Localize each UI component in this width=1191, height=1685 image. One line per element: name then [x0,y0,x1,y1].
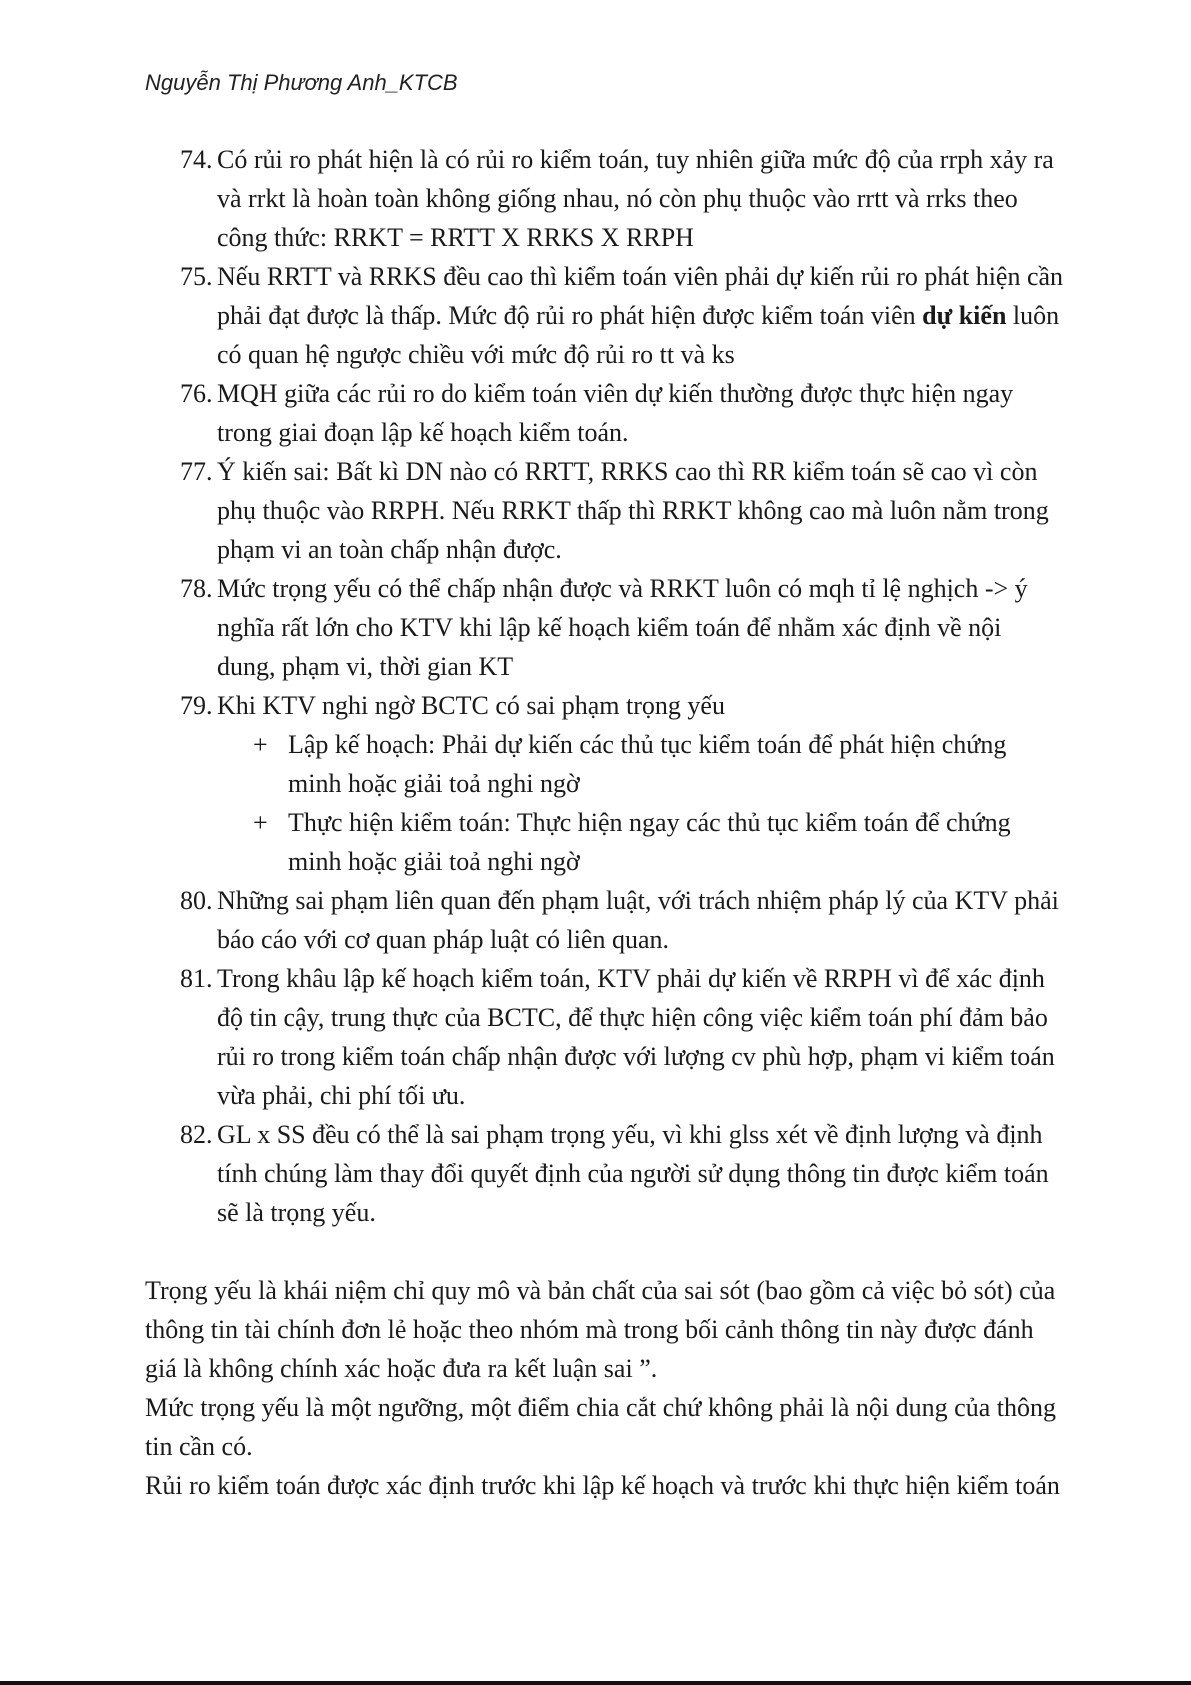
item-number: 76. [180,379,213,408]
item-number: 75. [180,262,213,291]
list-item-74 [145,140,1065,257]
item-number: 74. [180,145,213,174]
list-item-80 [145,881,1065,959]
list-item-75 [145,257,1065,374]
list-item-82 [145,1115,1065,1232]
page-bottom-border [0,1681,1191,1685]
item-number: 77. [180,457,213,486]
item-text: Trong khâu lập kế hoạch kiểm toán, KTV phải dự kiến về RRPH vì để xác định độ tin cậy, trung thực của BCTC, để thực hiện công việc kiểm toán phí đảm bảo rủi ro trong kiểm toán chấp nhận được với lượng cv phù hợp, phạm vi kiểm toán vừa phải, chi phí tối ưu. [217,964,1055,1110]
sub-item-text: Lập kế hoạch: Phải dự kiến các thủ tục kiểm toán để phát hiện chứng minh hoặc giải toả nghi ngờ [288,730,1007,798]
item-text-after: luôn có quan hệ ngược chiều với mức độ rủi ro tt và ks [217,301,1060,369]
item-text: MQH giữa các rủi ro do kiểm toán viên dự kiến thường được thực hiện ngay trong giai đoạn lập kế hoạch kiểm toán. [217,379,1014,447]
list-item-79 [145,686,1065,881]
page-header: Nguyễn Thị Phương Anh_KTCB [145,70,458,95]
item-text: Khi KTV nghi ngờ BCTC có sai phạm trọng yếu [217,691,725,720]
sub-bullet: + [253,730,268,759]
item-number: 80. [180,886,213,915]
item-text: GL x SS đều có thể là sai phạm trọng yếu, vì khi glss xét về định lượng và định tính chúng làm thay đổi quyết định của người sử dụng thông tin được kiểm toán sẽ là trọng yếu. [217,1120,1049,1227]
closing-paragraphs [145,1271,1065,1505]
item-number: 81. [180,964,213,993]
list-item-76 [145,374,1065,452]
paragraph: Mức trọng yếu là một ngưỡng, một điểm chia cắt chứ không phải là nội dung của thông tin cần có. [145,1393,1056,1461]
item-number: 78. [180,574,213,603]
item-text-before: Nếu RRTT và RRKS đều cao thì kiểm toán viên phải dự kiến rủi ro phát hiện cần phải đạt được là thấp. Mức độ rủi ro phát hiện được kiểm toán viên [217,262,1064,330]
sub-bullet: + [253,808,268,837]
item-text: Có rủi ro phát hiện là có rủi ro kiểm toán, tuy nhiên giữa mức độ của rrph xảy ra và rrkt là hoàn toàn không giống nhau, nó còn phụ thuộc vào rrtt và rrks theo công thức: RRKT = RRTT X RRKS X RRPH [217,145,1054,252]
list-item-81 [145,959,1065,1115]
item-text: Mức trọng yếu có thể chấp nhận được và RRKT luôn có mqh tỉ lệ nghịch -> ý nghĩa rất lớn cho KTV khi lập kế hoạch kiểm toán để nhằm xác định về nội dung, phạm vi, thời gian KT [217,574,1028,681]
numbered-list [145,140,1065,1232]
list-item-77 [145,452,1065,569]
sub-list [217,725,1065,881]
document-body [145,140,1065,1505]
item-text-bold: dự kiến [922,301,1007,330]
item-text: Những sai phạm liên quan đến phạm luật, với trách nhiệm pháp lý của KTV phải báo cáo với cơ quan pháp luật có liên quan. [217,886,1059,954]
item-number: 82. [180,1120,213,1149]
sub-item-text: Thực hiện kiểm toán: Thực hiện ngay các thủ tục kiểm toán để chứng minh hoặc giải toả nghi ngờ [288,808,1011,876]
list-item-78 [145,569,1065,686]
paragraph: Trọng yếu là khái niệm chỉ quy mô và bản chất của sai sót (bao gồm cả việc bỏ sót) của thông tin tài chính đơn lẻ hoặc theo nhóm mà trong bối cảnh thông tin này được đánh giá là không chính xác hoặc đưa ra kết luận sai ”. [145,1276,1056,1383]
item-text: Ý kiến sai: Bất kì DN nào có RRTT, RRKS cao thì RR kiểm toán sẽ cao vì còn phụ thuộc vào RRPH. Nếu RRKT thấp thì RRKT không cao mà luôn nằm trong phạm vi an toàn chấp nhận được. [217,457,1049,564]
sub-item [217,803,1065,881]
sub-item [217,725,1065,803]
paragraph: Rủi ro kiểm toán được xác định trước khi lập kế hoạch và trước khi thực hiện kiểm toán [145,1471,1060,1500]
item-number: 79. [180,691,213,720]
